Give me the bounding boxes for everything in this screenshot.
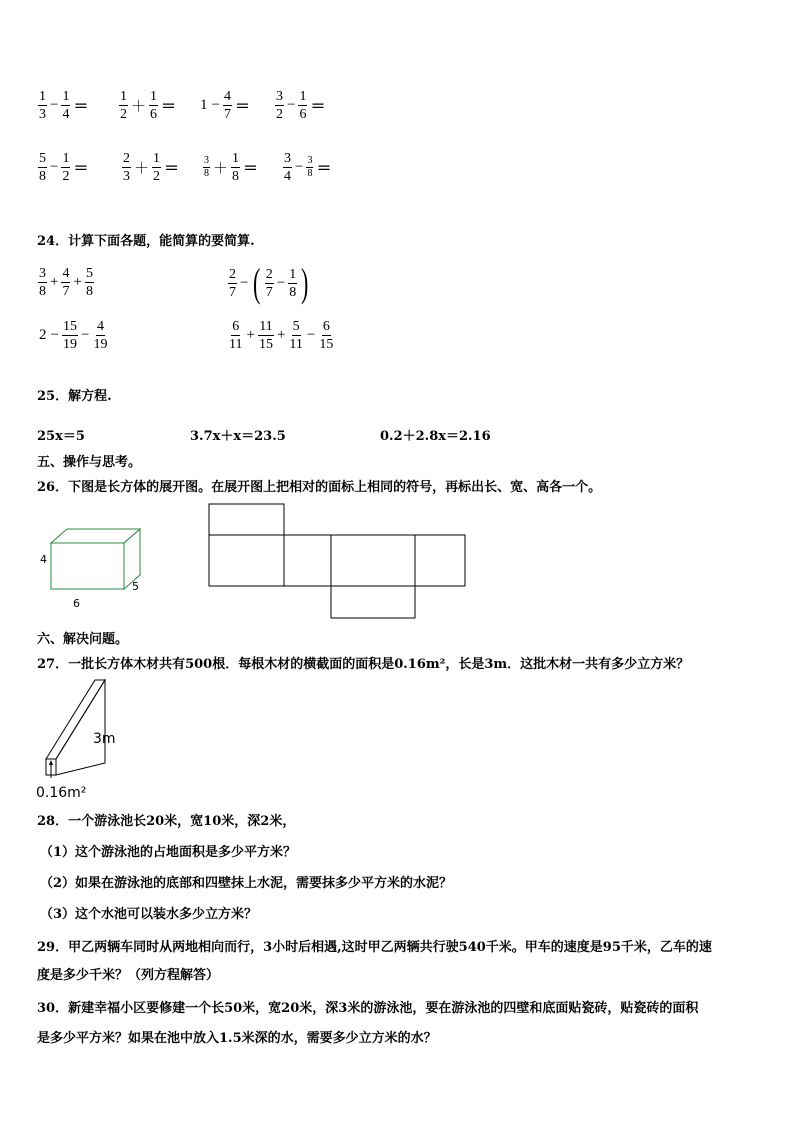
fraction: $\frac{2}{3}$ — [123, 151, 130, 184]
cuboid-figure — [38, 525, 148, 615]
net-face-bottom — [331, 586, 415, 618]
fraction: $\frac{1}{2}$ — [120, 89, 127, 122]
net-face-3 — [331, 535, 415, 586]
fraction: $\frac{1}{2}$ — [62, 151, 70, 184]
equals-sign: ＝ — [164, 161, 180, 177]
operator: ＋ — [131, 99, 147, 115]
cuboid-height-label: 4 — [40, 553, 47, 566]
cuboid-width-label: 5 — [132, 580, 139, 593]
timber-length-label: 3m — [93, 731, 116, 747]
operator: − — [50, 97, 59, 113]
fraction: $\frac{11}{15}$ — [258, 319, 273, 352]
net-face-1 — [209, 535, 284, 586]
operator: + — [50, 274, 59, 290]
fraction: $\frac{6}{11}$ — [229, 319, 243, 352]
q25-title: 25．解方程. — [37, 389, 112, 404]
fraction: $\frac{2}{7}$ — [229, 266, 236, 300]
cuboid-length-label: 6 — [73, 597, 80, 610]
q29-line-2: 度是多少千米？（列方程解答） — [37, 968, 220, 983]
q24-title: 24．计算下面各题，能简算的要简算. — [37, 234, 255, 249]
operator: − — [211, 97, 220, 113]
fraction: $\frac{1}{2}$ — [153, 151, 161, 184]
exercise-row2-2 — [121, 150, 179, 185]
q24-expr-1 — [37, 265, 95, 300]
operator: − — [240, 274, 249, 291]
operator: − — [50, 327, 59, 343]
fraction: $\frac{3}{8}$ — [39, 266, 46, 299]
fraction: $\frac{4}{19}$ — [93, 319, 108, 352]
cuboid-net — [205, 500, 470, 625]
section-5-heading: 五、操作与思考。 — [37, 455, 142, 470]
operator: − — [276, 274, 286, 291]
exercise-row2-3 — [202, 150, 258, 185]
exercise-row1-2 — [118, 88, 176, 123]
q29-line-1: 29．甲乙两辆车同时从两地相向而行，3小时后相遇,这时甲乙两辆共行驶540千米。甲车的速度是95千米，乙车的速 — [37, 940, 712, 955]
fraction: $\frac{2}{7}$ — [265, 266, 273, 300]
equals-sign: ＝ — [310, 99, 326, 115]
equals-sign: ＝ — [243, 161, 259, 177]
fraction: $\frac{6}{15}$ — [319, 319, 334, 352]
section-6-heading: 六、解决问题。 — [37, 632, 129, 647]
q28-sub-2: （2）如果在游泳池的底部和四壁抹上水泥，需要抹多少平方米的水泥？ — [40, 876, 453, 891]
operator: 1 — [200, 97, 208, 113]
exercise-row2-1 — [37, 150, 88, 185]
operator: − — [287, 97, 296, 113]
fraction: $\frac{1}{8}$ — [289, 266, 297, 300]
fraction: $\frac{4}{7}$ — [223, 89, 231, 122]
fraction: $\frac{5}{8}$ — [85, 266, 93, 299]
q25-equation-1: 25x＝5 — [37, 429, 85, 444]
q30-line-1: 30．新建幸福小区要修建一个长50米，宽20米，深3米的游泳池，要在游泳池的四壁和底面贴瓷砖，贴瓷砖的面积 — [37, 1001, 699, 1016]
q28-sub-1: （1）这个游泳池的占地面积是多少平方米？ — [40, 845, 297, 860]
timber-area-label: 0.16m² — [36, 785, 87, 801]
operator: 2 — [39, 327, 47, 343]
exercise-row2-4 — [282, 150, 331, 185]
equals-sign: ＝ — [234, 99, 250, 115]
right-paren: ) — [301, 260, 309, 305]
operator: − — [50, 159, 59, 175]
q24-expr-4 — [227, 318, 335, 353]
fraction: $\frac{5}{8}$ — [39, 151, 46, 184]
fraction: $\frac{15}{19}$ — [62, 319, 77, 352]
q26-title: 26．下图是长方体的展开图。在展开图上把相对的面标上相同的符号，再标出长、宽、高各一个。 — [37, 480, 602, 495]
net-face-2 — [284, 535, 331, 586]
operator: + — [73, 274, 82, 290]
fraction: $\frac{3}{4}$ — [284, 151, 291, 184]
q25-equation-2: 3.7x＋x＝23.5 — [190, 429, 286, 444]
equals-sign: ＝ — [73, 99, 89, 115]
timber-figure — [36, 675, 146, 803]
exercise-row1-4 — [274, 88, 325, 123]
net-face-4 — [415, 535, 465, 586]
operator: ＋ — [213, 161, 229, 177]
equals-sign: ＝ — [316, 161, 332, 177]
exercise-row1-1 — [37, 88, 88, 123]
q24-expr-2 — [227, 260, 312, 305]
fraction: $\frac{3}{8}$ — [307, 155, 313, 179]
q28-title: 28．一个游泳池长20米，宽10米，深2米， — [37, 814, 296, 829]
operator: + — [246, 327, 255, 343]
operator: − — [306, 327, 316, 343]
operator: + — [276, 327, 286, 343]
q28-sub-3: （3）这个水池可以装水多少立方米？ — [40, 907, 258, 922]
fraction: $\frac{5}{11}$ — [289, 319, 303, 352]
fraction: $\frac{3}{8}$ — [204, 155, 209, 179]
exercise-row1-3 — [198, 88, 250, 123]
operator: ＋ — [134, 161, 150, 177]
fraction: $\frac{1}{3}$ — [39, 89, 46, 122]
equals-sign: ＝ — [161, 99, 177, 115]
fraction: $\frac{1}{8}$ — [232, 151, 240, 184]
fraction: $\frac{3}{2}$ — [276, 89, 283, 122]
q24-expr-3 — [37, 318, 109, 353]
fraction: $\frac{1}{4}$ — [62, 89, 70, 122]
net-face-top — [209, 504, 284, 535]
left-paren: ( — [253, 260, 261, 305]
fraction: $\frac{1}{6}$ — [299, 89, 307, 122]
q30-line-2: 是多少平方米？如果在池中放入1.5米深的水，需要多少立方米的水？ — [37, 1031, 437, 1046]
q25-equation-3: 0.2＋2.8x＝2.16 — [380, 429, 491, 444]
equals-sign: ＝ — [73, 161, 89, 177]
fraction: $\frac{1}{6}$ — [150, 89, 158, 122]
operator: − — [80, 327, 90, 343]
operator: − — [295, 159, 304, 175]
q27-title: 27．一批长方体木材共有500根．每根木材的横截面的面积是0.16m²，长是3m．这批木材一共有多少立方米？ — [37, 657, 690, 672]
fraction: $\frac{4}{7}$ — [62, 266, 70, 299]
